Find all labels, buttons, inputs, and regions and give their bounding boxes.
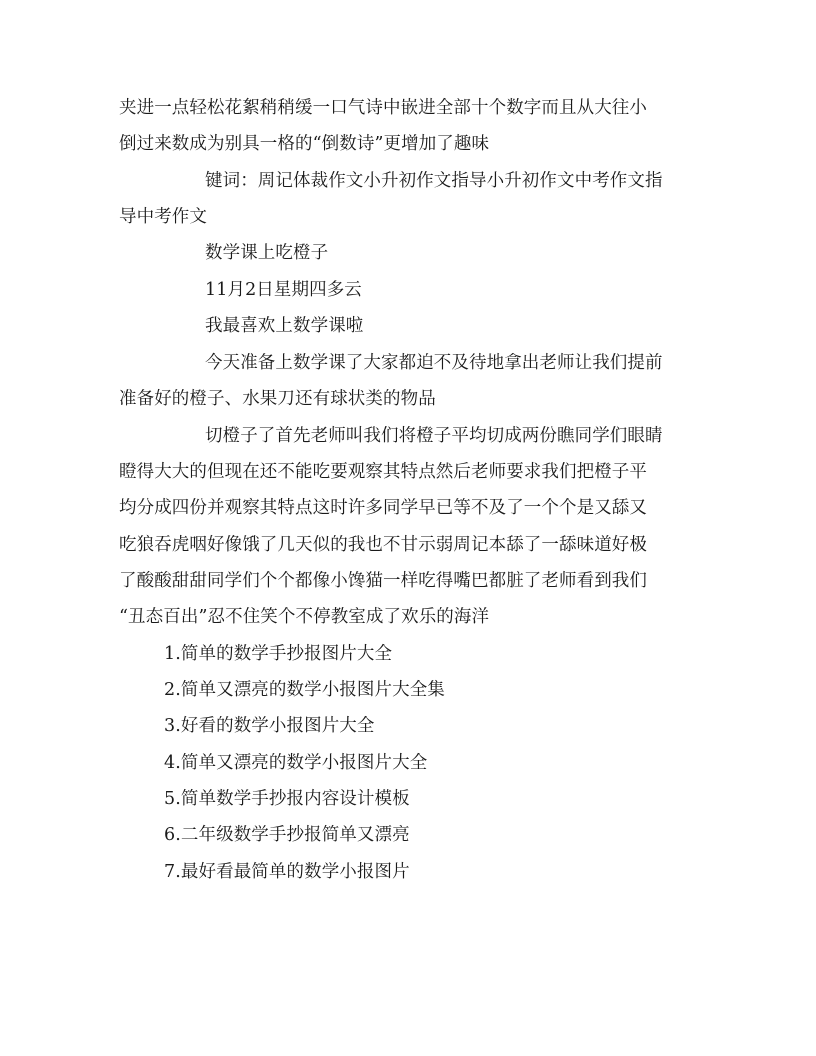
intro-line-2: 倒过来数成为别具一格的“倒数诗”更增加了趣味	[119, 134, 490, 154]
keywords-line-1: 键词：周记体裁作文小升初作文指导小升初作文中考作文指	[205, 171, 663, 191]
list-item[interactable]: 6.二年级数学手抄报简单又漂亮	[164, 825, 410, 845]
paragraph-3-line-1: 切橙子了首先老师叫我们将橙子平均切成两份瞧同学们眼睛	[205, 426, 663, 446]
list-item[interactable]: 7.最好看最简单的数学小报图片	[164, 862, 410, 882]
paragraph-3-line-2: 瞪得大大的但现在还不能吃要观察其特点然后老师要求我们把橙子平	[119, 462, 647, 482]
keywords-line-2: 导中考作文	[119, 207, 207, 227]
list-item[interactable]: 3.好看的数学小报图片大全	[164, 716, 375, 736]
list-item[interactable]: 1.简单的数学手抄报图片大全	[164, 644, 393, 664]
list-item[interactable]: 4.简单又漂亮的数学小报图片大全	[164, 753, 428, 773]
paragraph-3-line-5: 了酸酸甜甜同学们个个都像小馋猫一样吃得嘴巴都脏了老师看到我们	[119, 571, 647, 591]
list-item[interactable]: 5.简单数学手抄报内容设计模板	[164, 789, 410, 809]
date-line: 11月2日星期四多云	[205, 280, 362, 300]
paragraph-2-line-2: 准备好的橙子、水果刀还有球状类的物品	[119, 389, 436, 409]
paragraph-2-line-1: 今天准备上数学课了大家都迫不及待地拿出老师让我们提前	[205, 353, 663, 373]
paragraph-3-line-4: 吃狼吞虎咽好像饿了几天似的我也不甘示弱周记本舔了一舔味道好极	[119, 535, 647, 555]
paragraph-1: 我最喜欢上数学课啦	[205, 316, 364, 336]
paragraph-3-line-3: 均分成四份并观察其特点这时许多同学早已等不及了一个个是又舔又	[119, 498, 647, 518]
list-item[interactable]: 2.简单又漂亮的数学小报图片大全集	[164, 680, 445, 700]
paragraph-3-line-6: “丑态百出”忍不住笑个不停教室成了欢乐的海洋	[119, 607, 490, 627]
article-title: 数学课上吃橙子	[205, 243, 329, 263]
intro-line-1: 夹进一点轻松花絮稍稍缓一口气诗中嵌进全部十个数字而且从大往小	[119, 98, 647, 118]
